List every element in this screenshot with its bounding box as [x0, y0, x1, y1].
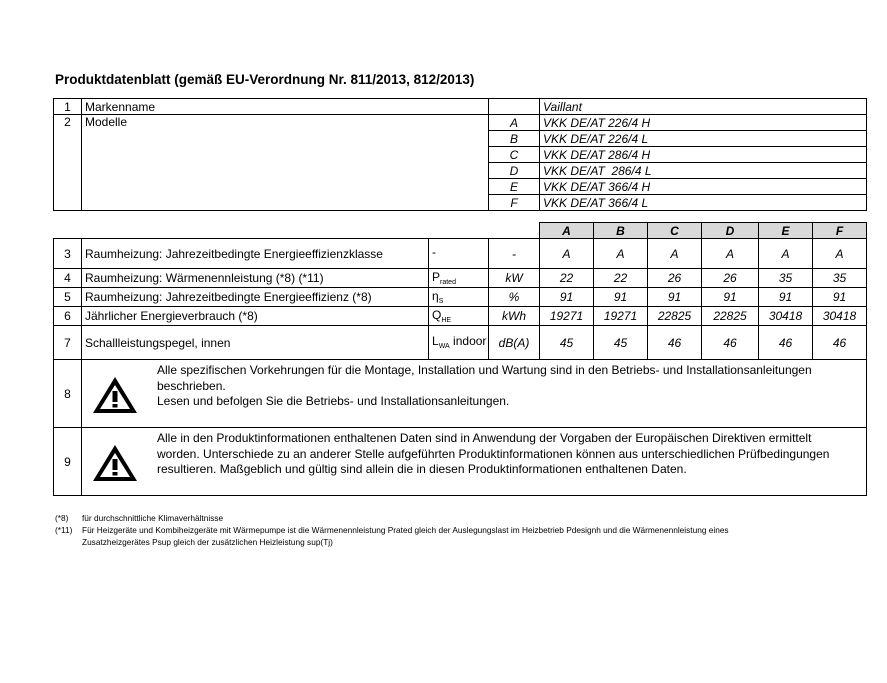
symbol-cell: [429, 269, 489, 288]
symbol-suffix: indoor: [449, 334, 487, 348]
value-cell: 30418: [813, 307, 867, 326]
row-number: 1: [54, 99, 82, 115]
footnote-key: (*11): [55, 525, 73, 535]
note-line: Alle spezifischen Vorkehrungen für die Montage, Installation und Wartung sind in den Betriebs- und Installationsanleitungen: [157, 363, 812, 377]
note-cell: [82, 360, 867, 428]
value-cell: 91: [759, 288, 813, 307]
note-content: [85, 431, 863, 486]
value-cell: 91: [813, 288, 867, 307]
row-number: 5: [54, 288, 82, 307]
value-cell: 45: [594, 326, 648, 360]
value-cell: 35: [813, 269, 867, 288]
row-number: 8: [54, 360, 82, 428]
note-content: [85, 363, 863, 418]
value-cell: A: [540, 239, 594, 269]
note-text: [157, 431, 829, 478]
value-cell: A: [702, 239, 759, 269]
empty-cell: [54, 223, 82, 239]
column-header: E: [759, 223, 813, 239]
warning-icon: [85, 431, 157, 486]
symbol-subscript: S: [438, 297, 444, 305]
value-cell: 22: [540, 269, 594, 288]
row-label: Markenname: [82, 99, 489, 115]
value-cell: 22: [594, 269, 648, 288]
data-row: [54, 288, 867, 307]
symbol: -: [432, 245, 436, 259]
value-cell: 22825: [648, 307, 702, 326]
brand-row: [54, 99, 867, 115]
unit-cell: dB(A): [489, 326, 540, 360]
symbol: η: [432, 288, 439, 303]
unit-cell: -: [489, 239, 540, 269]
row-label: Raumheizung: Jahrezeitbedingte Energieeffizienzklasse: [82, 239, 429, 269]
empty-cell: [489, 99, 540, 115]
value-cell: 91: [540, 288, 594, 307]
symbol-cell: [429, 326, 489, 360]
value-cell: 19271: [540, 307, 594, 326]
value-cell: 91: [702, 288, 759, 307]
row-number: 3: [54, 239, 82, 269]
row-label: Jährlicher Energieverbrauch (*8): [82, 307, 429, 326]
unit-cell: kWh: [489, 307, 540, 326]
note-cell: [82, 428, 867, 496]
footnote: [55, 512, 223, 524]
value-cell: 26: [702, 269, 759, 288]
model-row: [54, 115, 867, 131]
value-cell: 26: [648, 269, 702, 288]
row-label: Raumheizung: Jahrezeitbedingte Energieeffizienz (*8): [82, 288, 429, 307]
value-cell: 22825: [702, 307, 759, 326]
symbol: L: [432, 334, 439, 348]
warning-icon: [85, 363, 157, 418]
symbol: P: [432, 269, 441, 284]
note-row: [54, 360, 867, 428]
symbol-subscript: rated: [440, 278, 456, 286]
value-cell: 45: [540, 326, 594, 360]
column-header-row: [54, 223, 867, 239]
footnote: [55, 524, 729, 548]
brand-models-table: [53, 98, 867, 211]
data-row: [54, 269, 867, 288]
symbol-cell: [429, 239, 489, 269]
column-header: C: [648, 223, 702, 239]
symbol-subscript: WA: [438, 343, 450, 350]
data-row: [54, 307, 867, 326]
note-row: [54, 428, 867, 496]
technical-data-table: [53, 222, 867, 496]
note-line: resultieren. Maßgeblich und gültig sind allein die in diesen Produktinformationen enthaltenen Daten.: [157, 462, 687, 476]
row-number: 7: [54, 326, 82, 360]
model-letter: D: [489, 163, 540, 179]
model-name: VKK DE/AT 286/4 L: [540, 163, 867, 179]
model-name: VKK DE/AT 286/4 H: [540, 147, 867, 163]
row-label: Raumheizung: Wärmenennleistung (*8) (*11): [82, 269, 429, 288]
note-line: Alle in den Produktinformationen enthaltenen Daten sind in Anwendung der Vorgaben der Europäischen Direktiven ermittelt: [157, 431, 812, 445]
symbol: Q: [432, 307, 442, 322]
value-cell: 30418: [759, 307, 813, 326]
value-cell: 91: [594, 288, 648, 307]
value-cell: A: [759, 239, 813, 269]
model-name: VKK DE/AT 366/4 H: [540, 179, 867, 195]
row-number: 2: [54, 115, 82, 211]
empty-cell: [82, 223, 429, 239]
value-cell: 35: [759, 269, 813, 288]
value-cell: A: [594, 239, 648, 269]
column-header: F: [813, 223, 867, 239]
value-cell: 46: [648, 326, 702, 360]
symbol-cell: [429, 288, 489, 307]
model-name: VKK DE/AT 366/4 L: [540, 195, 867, 211]
column-header: A: [540, 223, 594, 239]
value-cell: A: [813, 239, 867, 269]
row-number: 6: [54, 307, 82, 326]
model-letter: C: [489, 147, 540, 163]
model-name: VKK DE/AT 226/4 L: [540, 131, 867, 147]
symbol-subscript: HE: [441, 316, 452, 324]
value-cell: 46: [759, 326, 813, 360]
model-letter: B: [489, 131, 540, 147]
model-letter: F: [489, 195, 540, 211]
unit-cell: kW: [489, 269, 540, 288]
footnote-text: für durchschnittliche Klimaverhältnisse: [82, 513, 224, 523]
value-cell: 91: [648, 288, 702, 307]
note-line: worden. Unterschiede zu an anderer Stelle aufgeführten Produktinformationen können aus unterschiedlichen Prüfbedingungen: [157, 446, 830, 461]
symbol-cell: [429, 307, 489, 326]
value-cell: 19271: [594, 307, 648, 326]
model-letter: A: [489, 115, 540, 131]
value-cell: A: [648, 239, 702, 269]
model-letter: E: [489, 179, 540, 195]
note-line: beschrieben.: [157, 378, 226, 393]
footnote-key: (*8): [55, 513, 69, 523]
unit-cell: %: [489, 288, 540, 307]
empty-cell: [429, 223, 489, 239]
column-header: B: [594, 223, 648, 239]
row-number: 4: [54, 269, 82, 288]
data-row: [54, 326, 867, 360]
data-row: [54, 239, 867, 269]
value-cell: 46: [813, 326, 867, 360]
model-name: VKK DE/AT 226/4 H: [540, 115, 867, 131]
empty-cell: [489, 223, 540, 239]
row-number: 9: [54, 428, 82, 496]
row-label: Schallleistungspegel, innen: [82, 326, 429, 360]
brand-value: Vaillant: [540, 99, 867, 115]
note-line: Lesen und befolgen Sie die Betriebs- und Installationsanleitungen.: [157, 394, 510, 408]
page-title: Produktdatenblatt (gemäß EU-Verordnung Nr. 811/2013, 812/2013): [55, 72, 475, 87]
value-cell: 46: [702, 326, 759, 360]
row-label: Modelle: [82, 115, 489, 211]
footnote-text: Für Heizgeräte und Kombiheizgeräte mit Wärmepumpe ist die Wärmenennleistung Prated gleich der Auslegungslast im Heizbetrieb Pdesignh und die Wärmenennleistung eines: [82, 525, 729, 535]
column-header: D: [702, 223, 759, 239]
footnote-text: Zusatzheizgerätes Psup gleich der zusätzlichen Heizleistung sup(Tj): [82, 537, 333, 547]
note-text: [157, 363, 812, 410]
